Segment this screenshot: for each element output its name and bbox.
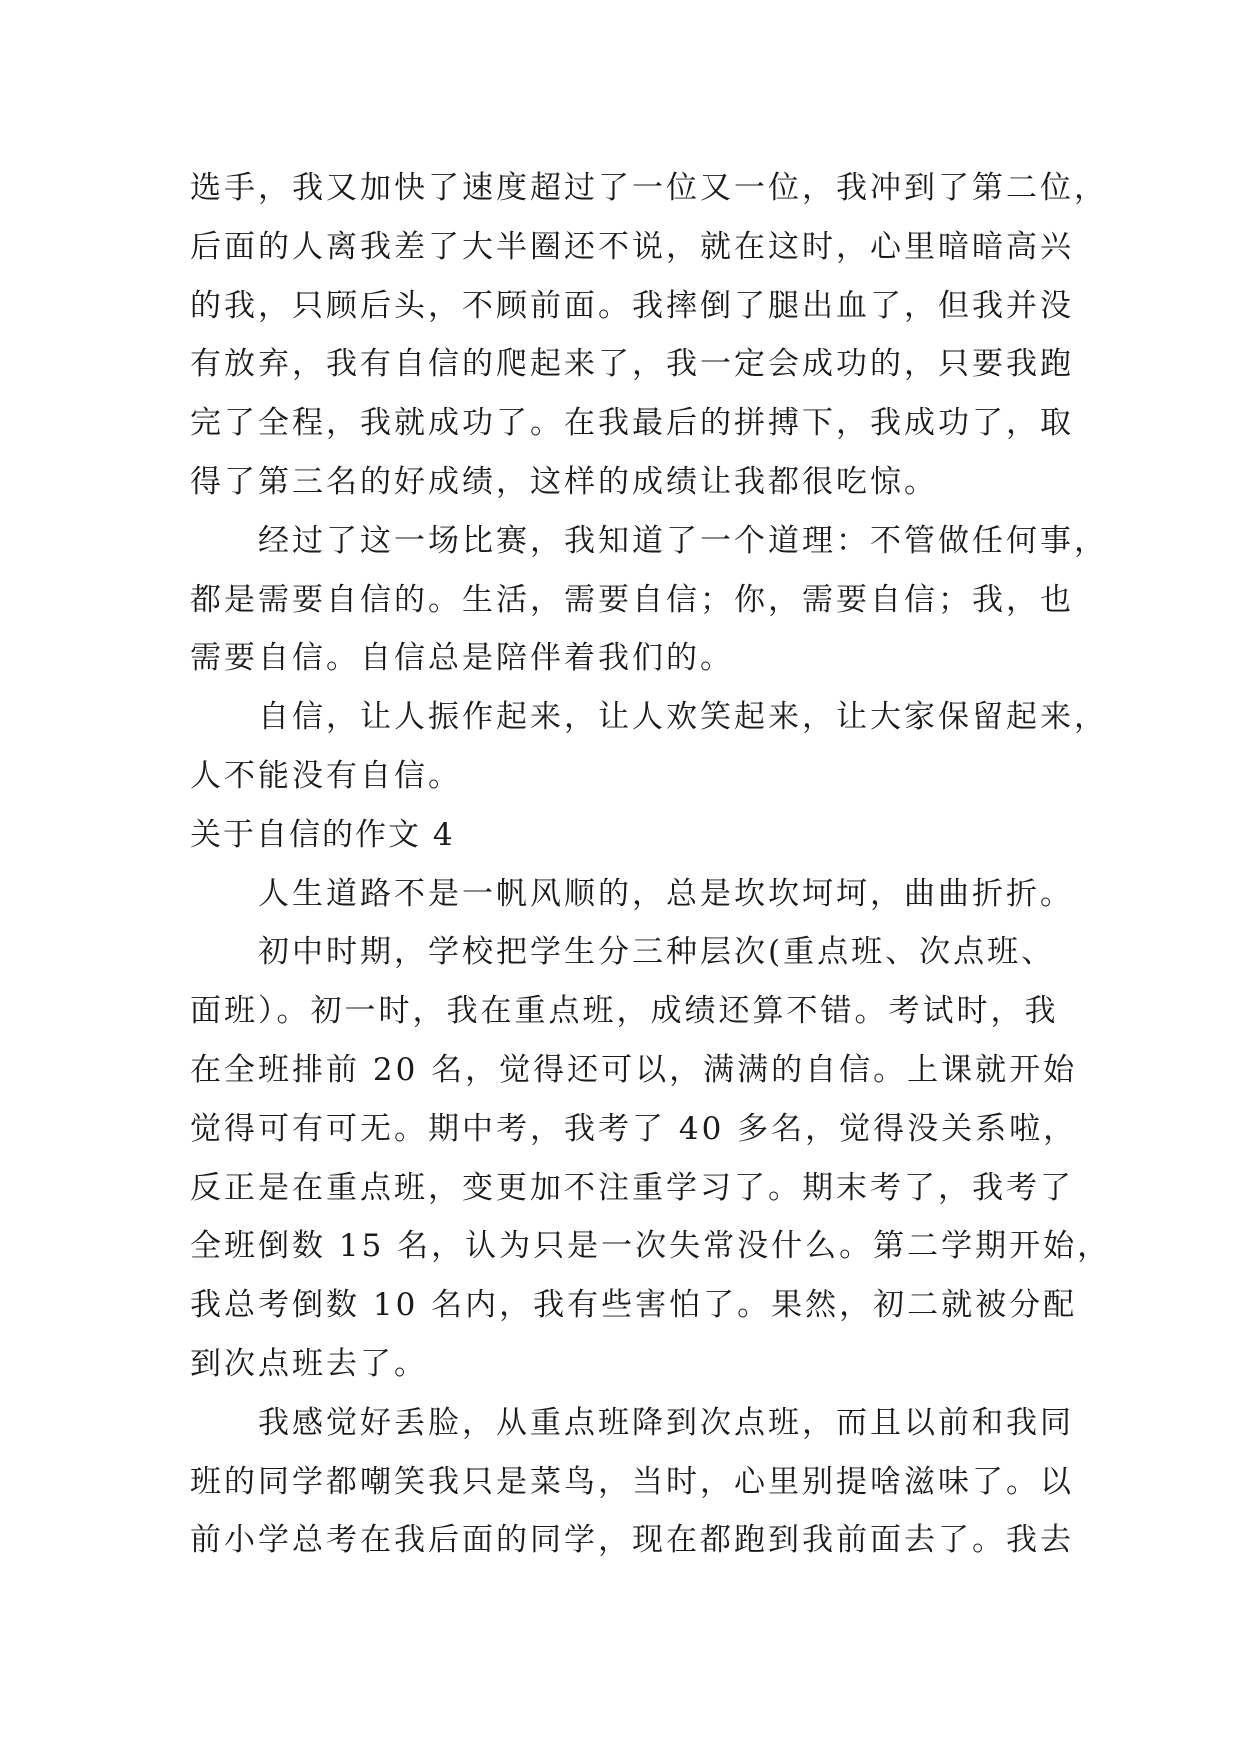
text-line: 反正是在重点班，变更加不注重学习了。期末考了，我考了 — [190, 1169, 1074, 1206]
text-line: 班的同学都嘲笑我只是菜鸟，当时，心里别提啥滋味了。以 — [190, 1463, 1074, 1500]
text-line: 都是需要自信的。生活，需要自信；你，需要自信；我，也 — [190, 581, 1074, 618]
text-line: 我总考倒数 10 名内，我有些害怕了。果然，初二就被分配 — [190, 1287, 1078, 1324]
text-line: 全班倒数 15 名，认为只是一次失常没什么。第二学期开始， — [190, 1228, 1112, 1265]
text-line: 在全班排前 20 名，觉得还可以，满满的自信。上课就开始 — [190, 1051, 1078, 1088]
text-line: 选手，我又加快了速度超过了一位又一位，我冲到了第二位， — [190, 170, 1108, 206]
text-line: 面班）。初一时，我在重点班，成绩还算不错。考试时，我 — [190, 993, 1059, 1030]
text-line: 人不能没有自信。 — [190, 757, 462, 794]
text-line: 得了第三名的好成绩，这样的成绩让我都很吃惊。 — [190, 463, 938, 500]
text-line: 觉得可有可无。期中考，我考了 40 多名，觉得没关系啦， — [190, 1110, 1078, 1147]
text-line: 需要自信。自信总是陪伴着我们的。 — [190, 640, 734, 677]
paragraph-first-line: 初中时期，学校把学生分三种层次(重点班、次点班、 — [258, 934, 1056, 971]
text-line: 前小学总考在我后面的同学，现在都跑到我前面去了。我去 — [190, 1522, 1074, 1559]
paragraph-first-line: 人生道路不是一帆风顺的，总是坎坎坷坷，曲曲折折。 — [258, 875, 1074, 912]
paragraph-first-line: 经过了这一场比赛，我知道了一个道理：不管做任何事， — [258, 522, 1108, 559]
text-line: 后面的人离我差了大半圈还不说，就在这时，心里暗暗高兴 — [190, 228, 1074, 265]
text-line: 完了全程，我就成功了。在我最后的拼搏下，我成功了，取 — [190, 405, 1074, 442]
text-line: 到次点班去了。 — [190, 1345, 428, 1382]
section-heading: 关于自信的作文 4 — [190, 816, 455, 853]
text-line: 有放弃，我有自信的爬起来了，我一定会成功的，只要我跑 — [190, 346, 1074, 383]
paragraph-first-line: 我感觉好丢脸，从重点班降到次点班，而且以前和我同 — [258, 1404, 1074, 1441]
paragraph-first-line: 自信，让人振作起来，让人欢笑起来，让大家保留起来， — [258, 699, 1108, 736]
document-body — [190, 159, 1112, 1570]
text-line: 的我，只顾后头，不顾前面。我摔倒了腿出血了，但我并没 — [190, 287, 1074, 324]
